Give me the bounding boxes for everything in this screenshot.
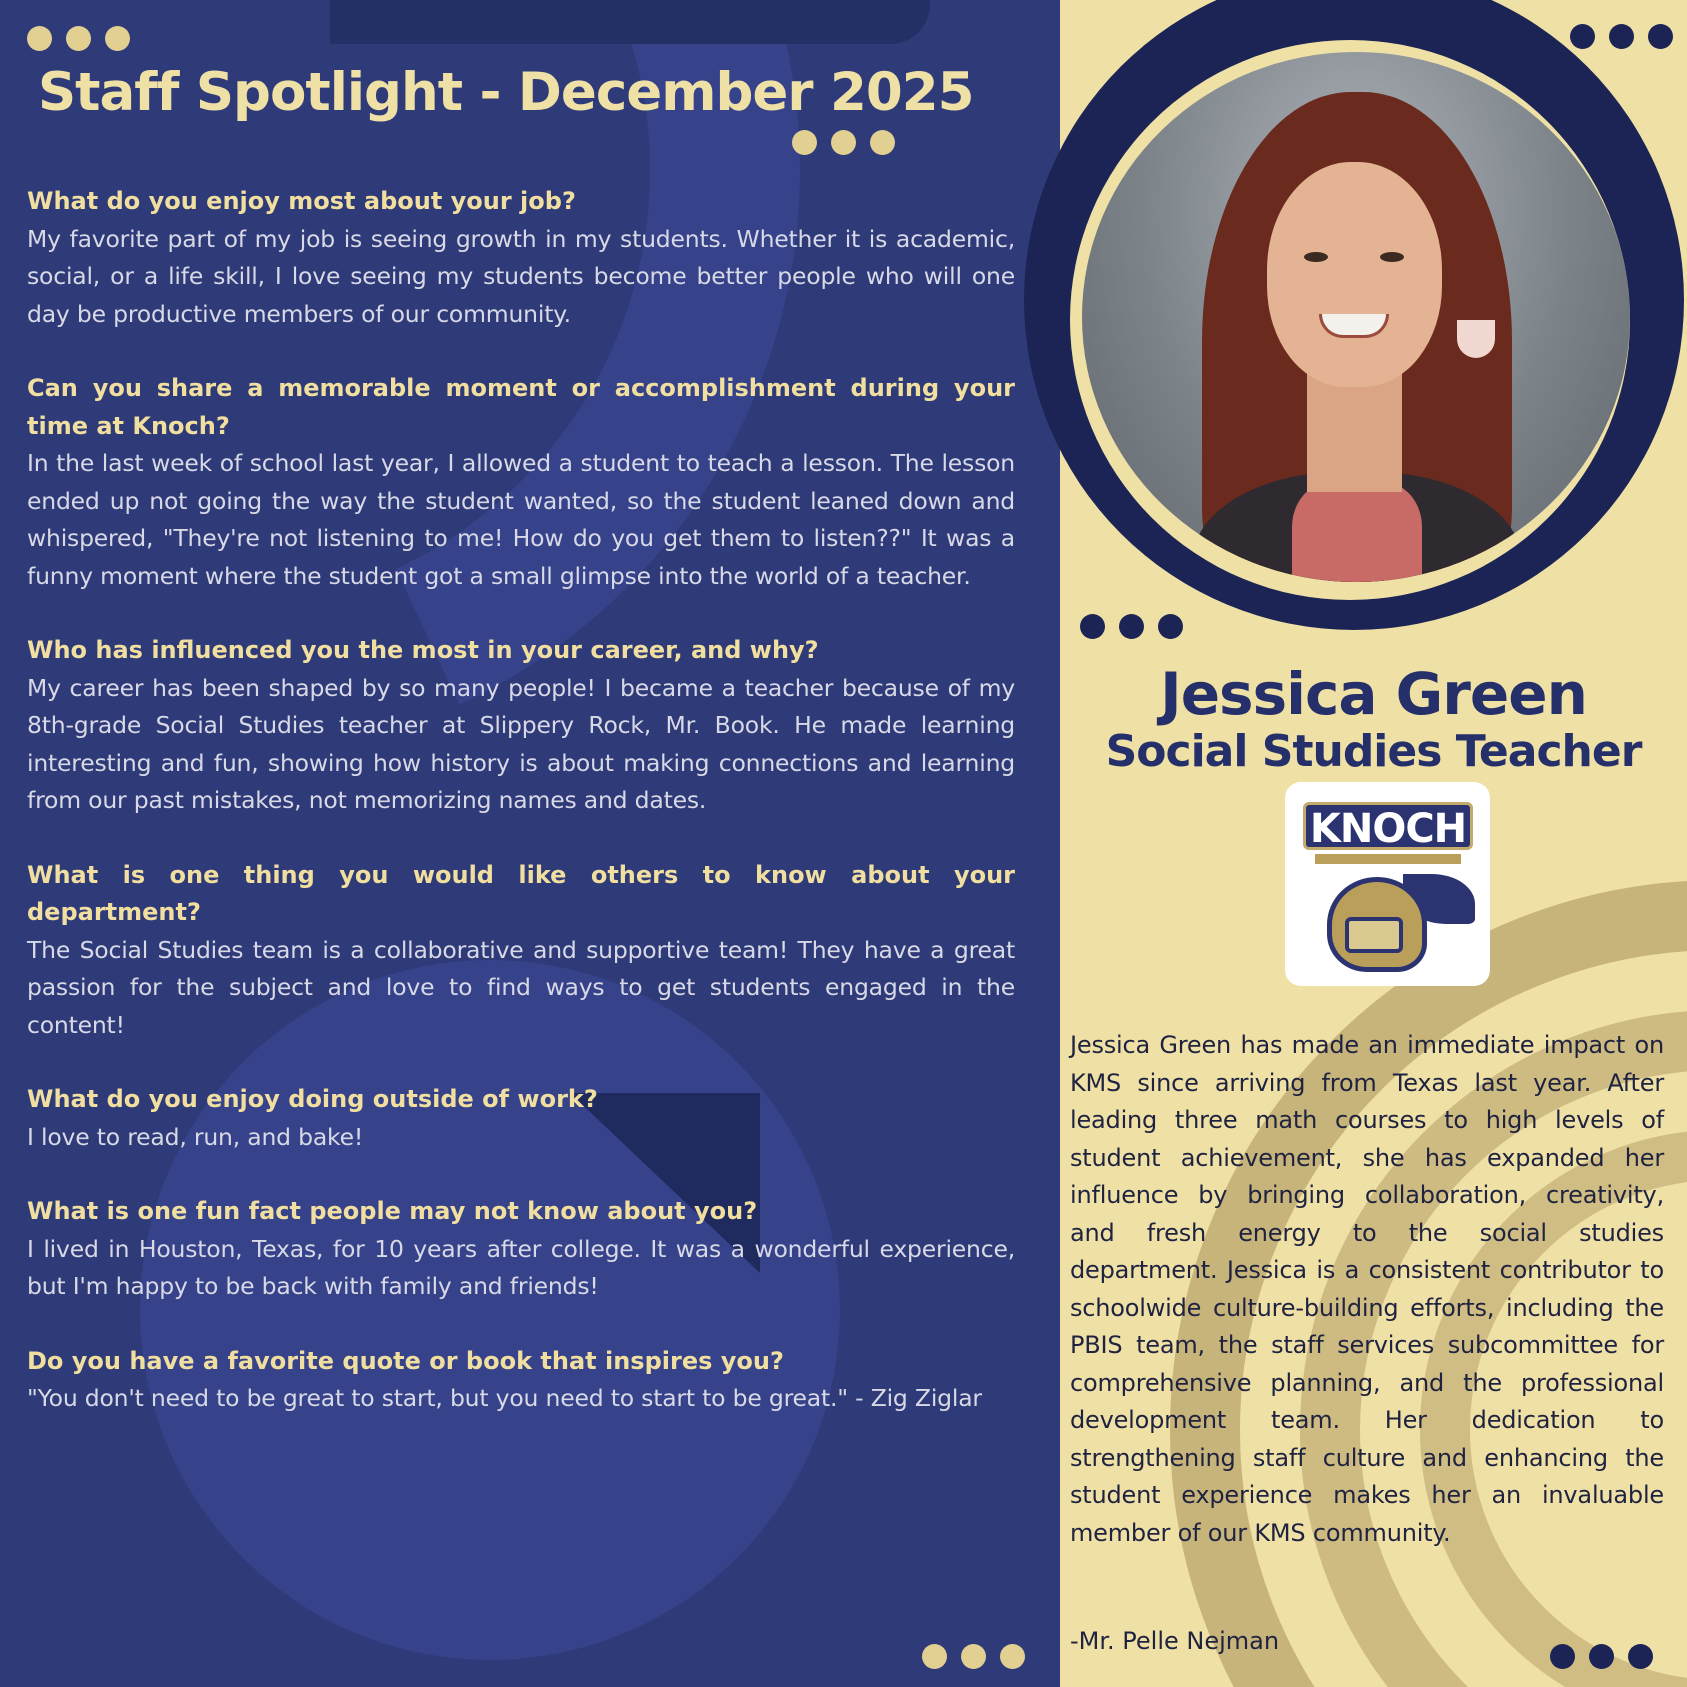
qa-item: [27, 1081, 1015, 1156]
decor-dots-photo: [1080, 614, 1183, 639]
question: What do you enjoy most about your job?: [27, 187, 576, 215]
question: Do you have a favorite quote or book that inspires you?: [27, 1346, 784, 1375]
qa-section: [27, 183, 1015, 1455]
logo-wordmark: KNOCH: [1303, 802, 1473, 850]
question: What do you enjoy doing outside of work?: [27, 1085, 598, 1113]
answer: "You don't need to be great to start, but you need to start to be great." - Zig Ziglar: [27, 1384, 982, 1412]
qa-item: [27, 370, 1015, 595]
question: Who has influenced you the most in your career, and why?: [27, 636, 819, 664]
knight-visor-icon: [1345, 917, 1403, 953]
answer: My favorite part of my job is seeing growth in my students. Whether it is academic, social, or a life skill, I love seeing my students become better people who will one day be productive members of our community.: [27, 224, 1015, 328]
decor-dots-top-right: [1570, 24, 1673, 49]
qa-item: [27, 183, 1015, 333]
profile-photo: [1082, 52, 1630, 582]
question: What is one thing you would like others to know about your department?: [27, 860, 1015, 926]
decor-dots-bottom-right: [1550, 1644, 1653, 1669]
answer: In the last week of school last year, I allowed a student to teach a lesson. The lesson ended up not going the way the student wanted, so the student leaned down and whispered, "They're not listening to me! How do you get them to listen??" It was a funny moment where the student got a small glimpse into the world of a teacher.: [27, 449, 1015, 590]
profile-role: Social Studies Teacher: [1105, 726, 1642, 777]
page-title: Staff Spotlight - December 2025: [38, 62, 974, 123]
qa-item: [27, 1193, 1015, 1306]
qa-item: [27, 857, 1015, 1045]
question: What is one fun fact people may not know about you?: [27, 1197, 758, 1225]
answer: I love to read, run, and bake!: [27, 1122, 364, 1151]
qa-item: [27, 632, 1015, 820]
decor-dots-title: [792, 130, 895, 155]
bio-text: Jessica Green has made an immediate impact on KMS since arriving from Texas last year. After leading three math courses to high levels of student achievement, she has expanded her influence by bringing collaboration, creativity, and fresh energy to the social studies department. Jessica is a consistent contributor to schoolwide culture-building efforts, including the PBIS team, the staff services subcommittee for comprehensive planning, and the professional development team. Her dedication to strengthening staff culture and enhancing the student experience makes her an invaluable member of our KMS community.: [1070, 1031, 1664, 1547]
decor-dots-bottom-left: [922, 1644, 1025, 1669]
bio-signature: -Mr. Pelle Nejman: [1070, 1627, 1280, 1655]
decor-top-bar: [330, 0, 930, 44]
school-logo: [1285, 782, 1490, 986]
qa-item: [27, 1343, 1015, 1418]
answer: I lived in Houston, Texas, for 10 years after college. It was a wonderful experience, but I'm happy to be back with family and friends!: [27, 1234, 1015, 1300]
profile-name: Jessica Green: [1160, 660, 1587, 728]
question: Can you share a memorable moment or accomplishment during your time at Knoch?: [27, 374, 1015, 440]
decor-dots-top-left: [27, 26, 130, 51]
answer: The Social Studies team is a collaborative and supportive team! They have a great passion for the subject and love to find ways to get students engaged in the content!: [27, 935, 1015, 1039]
answer: My career has been shaped by so many people! I became a teacher because of my 8th-grade Social Studies teacher at Slippery Rock, Mr. Book. He made learning interesting and fun, showing how history is about making connections and learning from our past mistakes, not memorizing names and dates.: [27, 673, 1015, 814]
logo-banner: [1315, 854, 1461, 864]
